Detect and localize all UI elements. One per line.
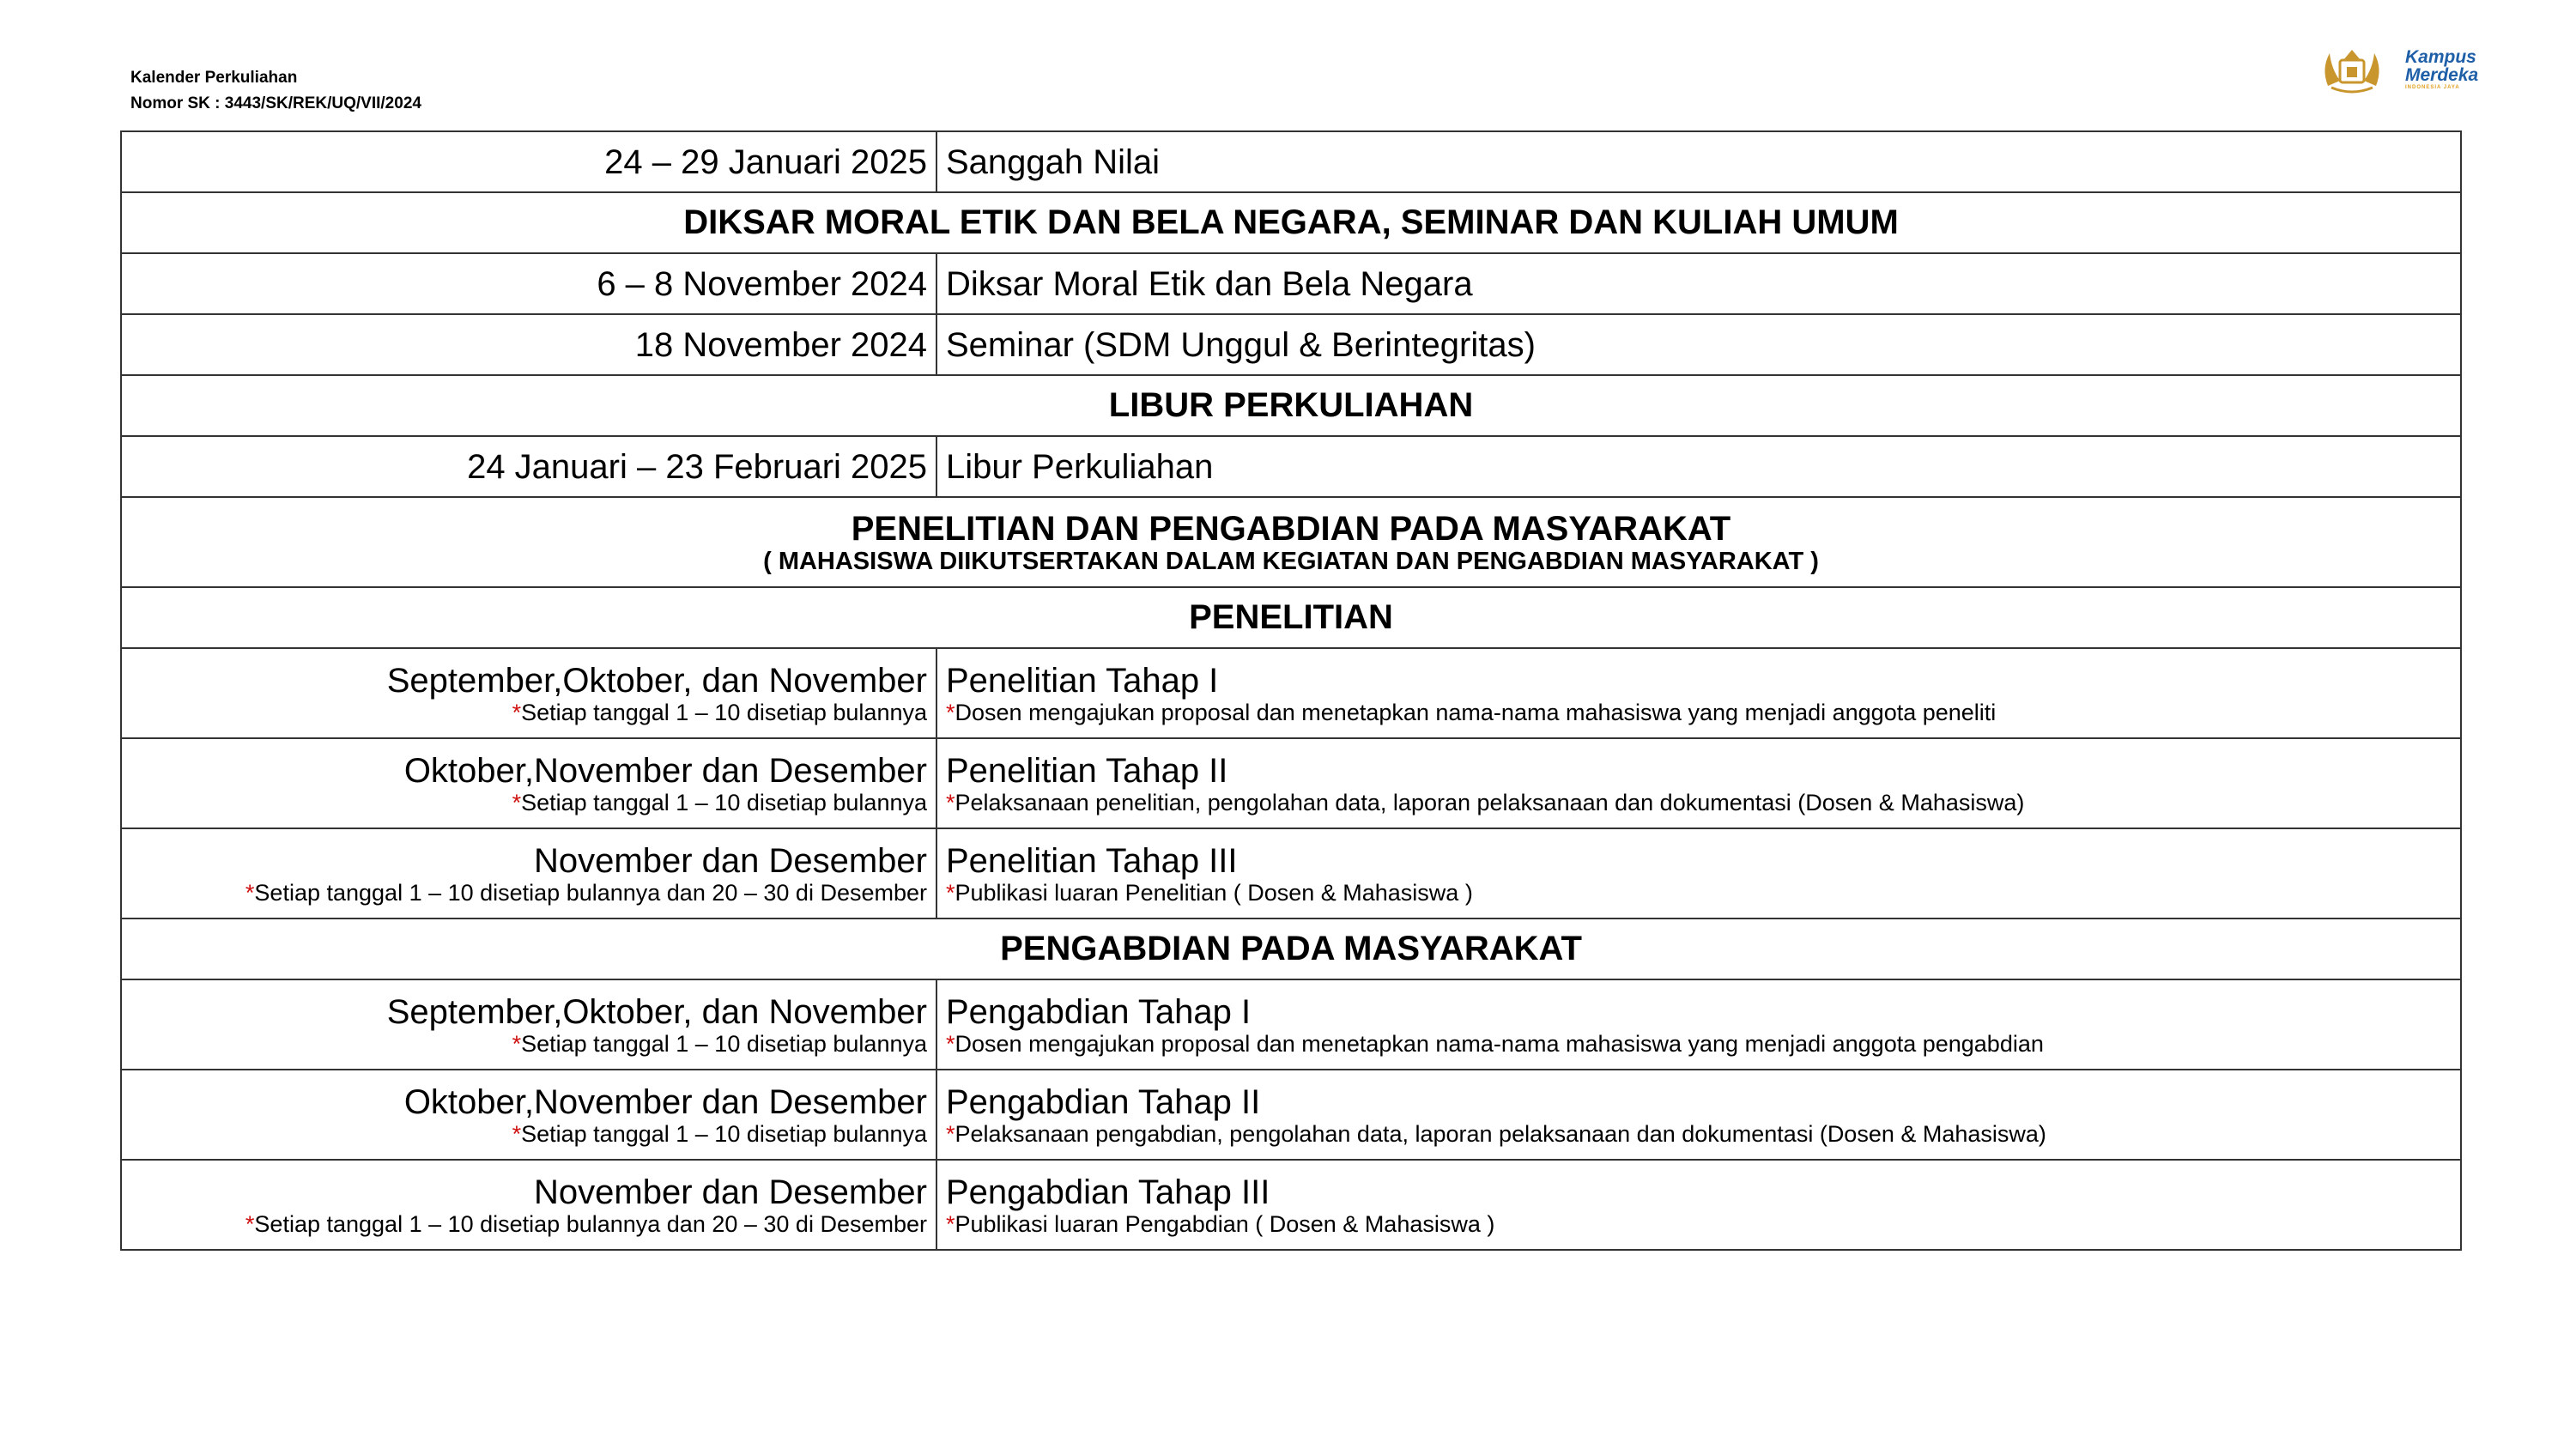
note-marker: * [946, 1030, 955, 1057]
activity-cell: Libur Perkuliahan [936, 436, 2461, 497]
document-header [130, 65, 421, 117]
note-marker: * [245, 1210, 255, 1237]
date-cell [121, 1160, 936, 1250]
date-cell: 24 Januari – 23 Februari 2025 [121, 436, 936, 497]
activity-cell [936, 979, 2461, 1070]
date-note-text: Setiap tanggal 1 – 10 disetiap bulannya dan 20 – 30 di Desember [254, 1210, 927, 1237]
date-text: September,Oktober, dan November [386, 661, 927, 700]
note-marker: * [512, 699, 522, 725]
activity-text: Pengabdian Tahap III [946, 1173, 1270, 1211]
date-cell [121, 1070, 936, 1160]
activity-note-text: Dosen mengajukan proposal dan menetapkan nama-nama mahasiswa yang menjadi anggota peneliti [955, 699, 1997, 725]
activity-note [946, 700, 2452, 725]
date-cell [121, 828, 936, 919]
table-row [121, 738, 2461, 828]
kampus-merdeka-logo [2405, 48, 2478, 91]
date-note [130, 700, 927, 725]
note-marker: * [946, 699, 955, 725]
table-row [121, 253, 2461, 314]
section-row [121, 497, 2461, 587]
table-row [121, 314, 2461, 375]
activity-cell: Diksar Moral Etik dan Bela Negara [936, 253, 2461, 314]
activity-note-text: Pelaksanaan penelitian, pengolahan data, laporan pelaksanaan dan dokumentasi (Dosen & Mahasiswa) [955, 789, 2025, 815]
activity-note-text: Publikasi luaran Penelitian ( Dosen & Mahasiswa ) [955, 879, 1473, 906]
section-row [121, 587, 2461, 648]
table-row [121, 436, 2461, 497]
section-heading-penelitian: PENELITIAN [121, 587, 2461, 648]
date-note-text: Setiap tanggal 1 – 10 disetiap bulannya [521, 699, 927, 725]
date-text: September,Oktober, dan November [386, 992, 927, 1031]
date-text: November dan Desember [534, 1173, 927, 1211]
date-cell [121, 979, 936, 1070]
logo-group [2318, 43, 2478, 96]
note-marker: * [946, 1210, 955, 1237]
activity-note [946, 1031, 2452, 1057]
activity-text: Penelitian Tahap III [946, 841, 1238, 880]
document-title: Kalender Perkuliahan [130, 69, 298, 87]
table-row [121, 979, 2461, 1070]
activity-cell: Seminar (SDM Unggul & Berintegritas) [936, 314, 2461, 375]
note-marker: * [512, 1030, 522, 1057]
date-cell: 6 – 8 November 2024 [121, 253, 936, 314]
activity-text: Penelitian Tahap II [946, 751, 1228, 790]
date-cell [121, 738, 936, 828]
date-note-text: Setiap tanggal 1 – 10 disetiap bulannya dan 20 – 30 di Desember [254, 879, 927, 906]
date-text: Oktober,November dan Desember [403, 751, 927, 790]
activity-cell [936, 1070, 2461, 1160]
activity-cell: Sanggah Nilai [936, 131, 2461, 192]
date-note [130, 880, 927, 906]
date-note-text: Setiap tanggal 1 – 10 disetiap bulannya [521, 1120, 927, 1147]
date-note-text: Setiap tanggal 1 – 10 disetiap bulannya [521, 789, 927, 815]
date-text: Oktober,November dan Desember [403, 1082, 927, 1121]
kampus-merdeka-line2: Merdeka [2405, 65, 2479, 85]
note-marker: * [245, 879, 255, 906]
table-row [121, 648, 2461, 738]
section-heading-libur: LIBUR PERKULIAHAN [121, 375, 2461, 436]
activity-note [946, 880, 2452, 906]
activity-cell [936, 828, 2461, 919]
activity-note-text: Pelaksanaan pengabdian, pengolahan data, laporan pelaksanaan dan dokumentasi (Dosen & Mahasiswa) [955, 1120, 2046, 1147]
table-row [121, 828, 2461, 919]
date-text: November dan Desember [534, 841, 927, 880]
note-marker: * [512, 1120, 522, 1147]
activity-cell [936, 648, 2461, 738]
calendar-table [120, 130, 2462, 1251]
activity-cell [936, 738, 2461, 828]
date-cell: 24 – 29 Januari 2025 [121, 131, 936, 192]
activity-note [946, 790, 2452, 815]
date-note-text: Setiap tanggal 1 – 10 disetiap bulannya [521, 1030, 927, 1057]
activity-note [946, 1121, 2452, 1147]
university-crest-icon [2318, 43, 2386, 96]
activity-note-text: Publikasi luaran Pengabdian ( Dosen & Mahasiswa ) [955, 1210, 1495, 1237]
table-row [121, 1070, 2461, 1160]
section-heading-penelitian-pengabdian [121, 497, 2461, 587]
date-note [130, 1031, 927, 1057]
section-title: PENELITIAN DAN PENGABDIAN PADA MASYARAKAT [851, 509, 1731, 548]
activity-note [946, 1211, 2452, 1237]
activity-text: Pengabdian Tahap I [946, 992, 1252, 1031]
activity-cell [936, 1160, 2461, 1250]
date-note [130, 790, 927, 815]
date-cell [121, 648, 936, 738]
table-row [121, 131, 2461, 192]
activity-note-text: Dosen mengajukan proposal dan menetapkan nama-nama mahasiswa yang menjadi anggota pengabdian [955, 1030, 2044, 1057]
note-marker: * [946, 879, 955, 906]
activity-text: Penelitian Tahap I [946, 661, 1219, 700]
section-heading-diksar: DIKSAR MORAL ETIK DAN BELA NEGARA, SEMINAR DAN KULIAH UMUM [121, 192, 2461, 253]
section-subtitle: ( MAHASISWA DIIKUTSERTAKAN DALAM KEGIATAN DAN PENGABDIAN MASYARAKAT ) [763, 547, 1819, 575]
note-marker: * [946, 789, 955, 815]
date-cell: 18 November 2024 [121, 314, 936, 375]
section-row [121, 375, 2461, 436]
kampus-merdeka-sub: INDONESIA JAYA [2405, 85, 2460, 90]
section-row [121, 919, 2461, 979]
section-heading-pengabdian: PENGABDIAN PADA MASYARAKAT [121, 919, 2461, 979]
date-note [130, 1121, 927, 1147]
note-marker: * [946, 1120, 955, 1147]
section-row [121, 192, 2461, 253]
document-number: Nomor SK : 3443/SK/REK/UQ/VII/2024 [130, 94, 421, 112]
activity-text: Pengabdian Tahap II [946, 1082, 1261, 1121]
table-row [121, 1160, 2461, 1250]
note-marker: * [512, 789, 522, 815]
kampus-merdeka-line1: Kampus [2405, 47, 2476, 67]
date-note [130, 1211, 927, 1237]
